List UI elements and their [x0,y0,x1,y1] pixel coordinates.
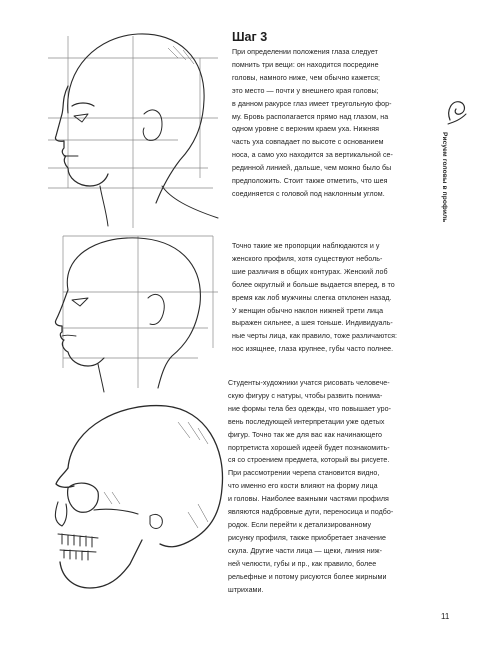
text-line: соединяется с головой под наклонным углом. [232,189,385,198]
text-line: помнить три вещи: он находится посредине [232,60,379,69]
text-line: являются надбровные дуги, переносица и подбо- [228,508,394,517]
skull-drawing [38,392,228,617]
text-line: ней челюсти, губы и пр., как правило, более [228,559,377,568]
text-line: одном уровне с верхним краем уха. Нижняя [232,125,380,134]
text-line: головы, намного ниже, чем обычно кажется; [232,73,381,82]
text-line: фигур. Точно так же для вас как начинающего [228,430,382,439]
text-line: что именно его кости влияют на форму лица [228,482,378,491]
female-profile-svg [38,228,233,393]
upper-teeth [58,534,98,547]
hair-shading [168,46,194,64]
neck [100,186,218,226]
nasal-cavity [55,502,66,526]
text-line: и головы. Наиболее важными частями профиля [228,495,389,504]
text-line: Студенты-художники учатся рисовать человече- [228,379,390,387]
text-line: родок. Если перейти к детализированному [228,520,372,529]
text-line: скую фигуру с натуры, чтобы развить понима- [228,391,383,400]
text-line: рисунку профиля, также приобретает значение [228,533,386,542]
chapter-ornament-icon [436,90,476,130]
text-line: шие различия в общих контурах. Женский лоб [232,267,388,276]
text-line: му. Бровь располагается прямо над глазом, на [232,112,389,121]
eye-socket [68,483,99,512]
ear-opening [150,514,162,528]
female-profile-drawing [38,228,233,393]
paragraph-female-profile [232,240,397,356]
ear [143,110,162,140]
male-profile-svg [38,28,228,228]
cheekbone [94,509,138,514]
text-line: портретиста хорошей идеей будет познакомить- [228,443,390,452]
chapter-side-label: Рисуем головы в профиль [441,132,448,223]
text-line: выражен сильнее, а шея тоньше. Индивидуаль- [232,319,393,328]
cranium-outline [68,406,223,547]
text-line: ние формы тела без одежды, что повышает уро- [228,404,392,413]
female-proportion-grid [63,236,218,388]
text-line: При определении положения глаза следует [232,48,378,56]
text-line: это место — почти у внешнего края головы; [232,86,379,95]
text-line: ные черты лица, как правило, тоже различаются: [232,332,397,341]
lower-teeth [60,550,96,560]
skull-shading [104,422,208,528]
text-line: часть уха совпадает по высоте с основанием [232,138,384,147]
text-line: рединной линией, дальше, чем можно было бы [232,164,392,173]
female-neck [98,364,104,392]
face-contour [55,86,108,186]
text-line: женского профиля, хотя существуют неболь- [232,254,383,263]
text-line: ся со строением предмета, который вы рисуете. [228,456,390,465]
text-line: нос изящнее, глаза крупнее, губы часто полнее. [232,345,394,354]
male-profile-drawing [38,28,228,228]
proportion-grid [48,36,218,228]
paragraph-skull [228,377,393,596]
step-heading: Шаг 3 [232,30,268,44]
jawbone [60,540,142,588]
text-line: штрихами. [228,585,264,594]
head-outline [68,34,204,203]
eyebrow [72,103,94,106]
paragraph-eye-placement [232,46,393,201]
skull-svg [38,392,228,617]
text-line: в данном ракурсе глаз имеет треугольную фор- [232,99,392,108]
text-line: время как лоб мужчины слегка отклонен назад. [232,293,392,302]
text-line: скула. Другие части лица — щеки, линия ниж- [228,546,382,555]
text-line: У женщин обычно наклон нижней трети лица [232,306,384,315]
text-line: предположить. Стоит также отметить, что шея [232,177,388,186]
female-eye [72,298,88,306]
brow-ridge [56,468,74,487]
text-line: рельефные и потому рисуются более жирными [228,572,387,581]
female-ear [148,294,164,324]
text-line: вень последующей интерпретации уже одетых [228,417,385,426]
text-line: носа, а само ухо находится за вертикальной се- [232,151,393,160]
chapter-side-tab [432,90,472,320]
text-line: более округлый и больше выдается вперед, в то [232,280,395,289]
text-line: Точно такие же пропорции наблюдаются и у [232,242,380,250]
female-lips [62,335,76,336]
text-line: При рассмотрении черепа становится видно, [228,469,380,478]
page-number: 11 [441,612,450,621]
